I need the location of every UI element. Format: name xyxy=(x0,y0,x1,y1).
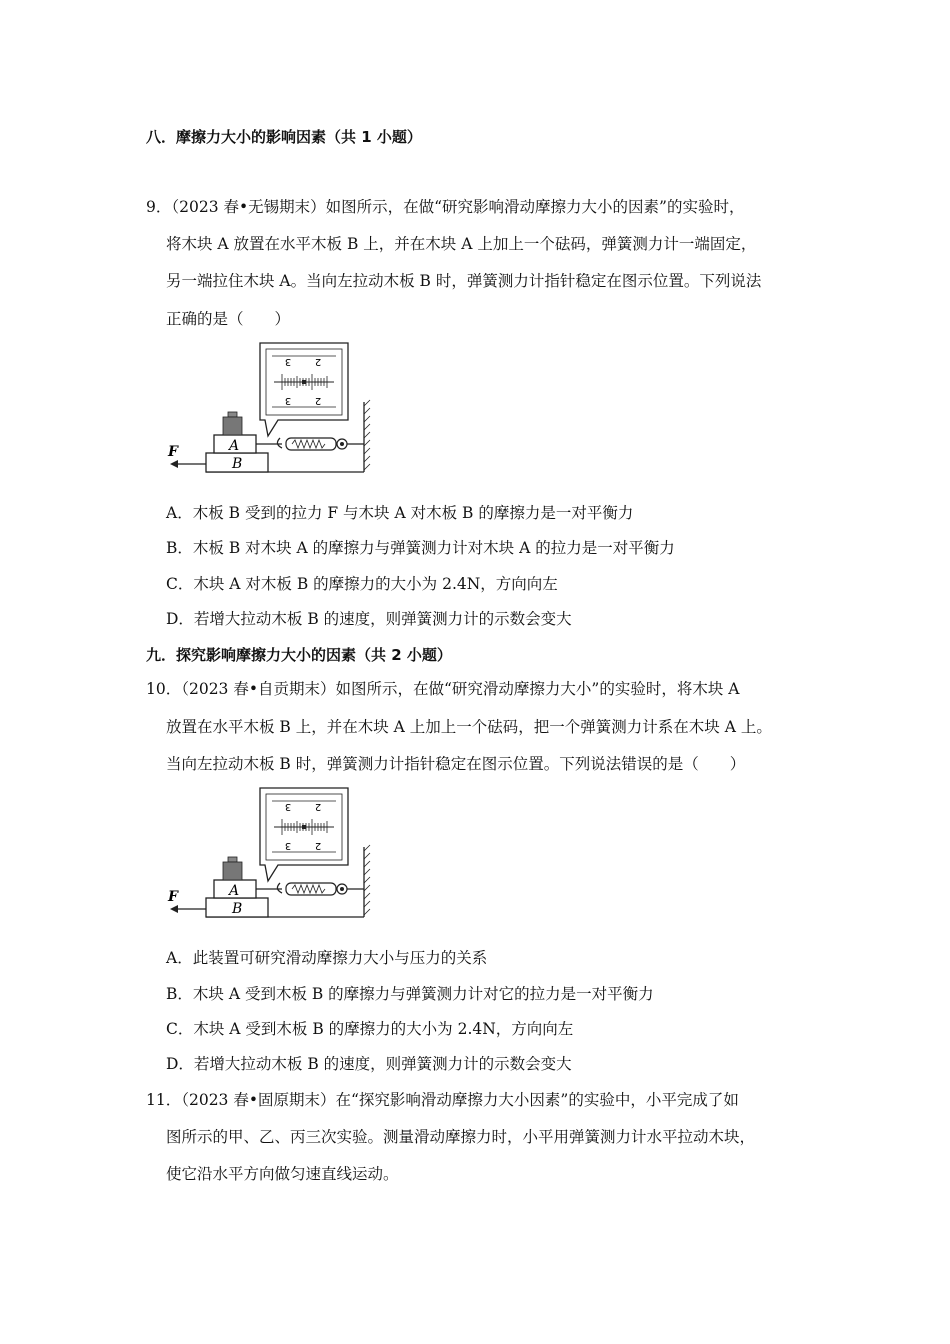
weight xyxy=(223,412,242,435)
section-heading-9: 九．探究影响摩擦力大小的因素（共 2 小题） xyxy=(146,646,452,664)
scale-bottom-label-3: 3 xyxy=(284,395,292,406)
wall xyxy=(364,400,370,472)
question-9-line-2: 将木块 A 放置在水平木板 B 上，并在木块 A 上加上一个砝码，弹簧测力计一端固定， xyxy=(166,235,757,253)
force-label: F xyxy=(168,889,178,905)
question-9-line-4: 正确的是（ ） xyxy=(166,310,291,328)
question-10-line-3: 当向左拉动木板 B 时，弹簧测力计指针稳定在图示位置。下列说法错误的是（ ） xyxy=(166,755,746,773)
question-9-line-3: 另一端拉住木块 A。当向左拉动木板 B 时，弹簧测力计指针稳定在图示位置。下列说法 xyxy=(166,272,762,290)
scale-top-label-3: 3 xyxy=(284,801,292,812)
question-10-line-1: 10．（2023 春•自贡期末）如图所示，在做“研究滑动摩擦力大小”的实验时，将木块 A xyxy=(146,680,740,698)
question-9-option-a[interactable]: A．木板 B 受到的拉力 F 与木块 A 对木板 B 的摩擦力是一对平衡力 xyxy=(166,504,634,522)
scale-callout-bubble xyxy=(260,788,348,881)
board-b-label: B xyxy=(232,456,243,472)
question-10-line-2: 放置在水平木板 B 上，并在木块 A 上加上一个砝码，把一个弹簧测力计系在木块 A 上。 xyxy=(166,718,772,736)
question-10-option-b[interactable]: B．木块 A 受到木板 B 的摩擦力与弹簧测力计对它的拉力是一对平衡力 xyxy=(166,985,654,1003)
weight xyxy=(223,857,242,880)
section-heading-8: 八．摩擦力大小的影响因素（共 1 小题） xyxy=(146,128,422,146)
question-9-option-c[interactable]: C．木块 A 对木板 B 的摩擦力的大小为 2.4N，方向向左 xyxy=(166,575,558,593)
question-10-option-d[interactable]: D．若增大拉动木板 B 的速度，则弹簧测力计的示数会变大 xyxy=(166,1055,572,1073)
spring-scale xyxy=(256,438,364,450)
scale-top-label-3: 3 xyxy=(284,356,292,367)
scale-bottom-label-2: 2 xyxy=(314,840,322,851)
scale-callout-bubble xyxy=(260,343,348,436)
scale-top-label-2: 2 xyxy=(314,356,322,367)
block-a-label: A xyxy=(229,438,240,454)
scale-bottom-label-3: 3 xyxy=(284,840,292,851)
force-arrow xyxy=(167,889,206,913)
board-b-label: B xyxy=(232,901,243,917)
block-a-label: A xyxy=(229,883,240,899)
spring-scale-figure-2 xyxy=(162,785,382,933)
question-11-line-3: 使它沿水平方向做匀速直线运动。 xyxy=(166,1165,399,1183)
force-label: F xyxy=(168,444,178,460)
wall xyxy=(364,845,370,917)
question-11-line-2: 图所示的甲、乙、丙三次实验。测量滑动摩擦力时，小平用弹簧测力计水平拉动木块， xyxy=(166,1128,756,1146)
question-11-line-1: 11．（2023 春•固原期末）在“探究影响滑动摩擦力大小因素”的实验中，小平完成了如 xyxy=(146,1091,739,1109)
spring-scale-figure-1 xyxy=(162,340,382,488)
spring-scale xyxy=(256,883,364,895)
question-10-option-a[interactable]: A．此装置可研究滑动摩擦力大小与压力的关系 xyxy=(166,949,488,967)
question-9-option-d[interactable]: D．若增大拉动木板 B 的速度，则弹簧测力计的示数会变大 xyxy=(166,610,572,628)
scale-top-label-2: 2 xyxy=(314,801,322,812)
question-10-option-c[interactable]: C．木块 A 受到木板 B 的摩擦力的大小为 2.4N，方向向左 xyxy=(166,1020,574,1038)
force-arrow xyxy=(167,444,206,468)
question-9-line-1: 9．（2023 春•无锡期末）如图所示，在做“研究影响滑动摩擦力大小的因素”的实验时， xyxy=(146,198,745,216)
question-9-option-b[interactable]: B．木板 B 对木块 A 的摩擦力与弹簧测力计对木块 A 的拉力是一对平衡力 xyxy=(166,539,675,557)
scale-bottom-label-2: 2 xyxy=(314,395,322,406)
